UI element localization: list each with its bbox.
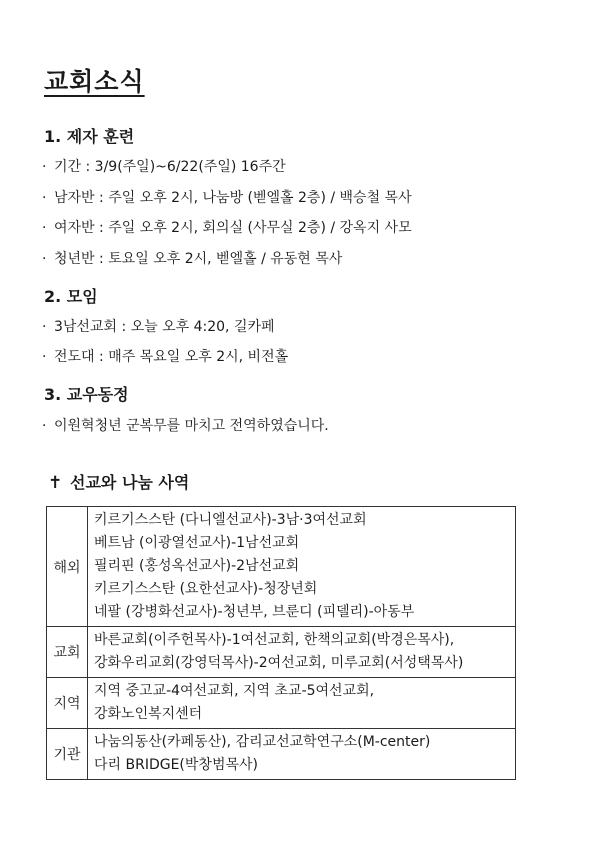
bullet-dot: · (42, 190, 47, 206)
list-item (42, 187, 412, 207)
entry-line: 필리핀 (홍성옥선교사)-2남선교회 (94, 558, 300, 574)
entry-line: 강화우리교회(강영덕목사)-2여선교회, 미루교회(서성택목사) (94, 655, 464, 671)
list-item-text: 3남선교회 : 오늘 오후 4:20, 길카페 (54, 319, 275, 335)
category-cell: 해외 (47, 507, 88, 627)
mission-table (46, 506, 516, 780)
entry-line: 키르기스스탄 (요한선교사)-청장년회 (94, 581, 318, 597)
list-item (42, 346, 288, 366)
table-row (47, 729, 516, 780)
entries-cell (88, 627, 516, 678)
bullet-dot: · (42, 159, 47, 175)
entry-line: 네팔 (강병화선교사)-청년부, 브룬디 (피델리)-아동부 (94, 604, 415, 620)
page-title: 교회소식 (44, 67, 145, 96)
mission-heading-text: 선교와 나눔 사역 (70, 473, 190, 492)
category-cell: 기관 (47, 729, 88, 780)
list-item-text: 여자반 : 주일 오후 2시, 회의실 (사무실 2층) / 강옥지 사모 (54, 220, 412, 236)
entry-line: 강화노인복지센터 (94, 706, 203, 722)
bullet-dot: · (42, 418, 47, 434)
bullet-dot: · (42, 319, 47, 335)
list-item-text: 남자반 : 주일 오후 2시, 나눔방 (벧엘홀 2층) / 백승철 목사 (54, 190, 412, 206)
bullet-dot: · (42, 220, 47, 236)
entry-line: 다리 BRIDGE(박창범목사) (94, 757, 258, 773)
list-item (42, 248, 342, 268)
category-cell: 교회 (47, 627, 88, 678)
entries-cell (88, 678, 516, 729)
list-item (42, 217, 412, 237)
list-item (42, 415, 329, 435)
section-heading-member-news: 3. 교우동정 (44, 385, 129, 404)
bullet-dot: · (42, 349, 47, 365)
list-item-text: 전도대 : 매주 목요일 오후 2시, 비전홀 (54, 349, 289, 365)
list-item-text: 기간 : 3/9(주일)~6/22(주일) 16주간 (54, 159, 286, 175)
table-row (47, 678, 516, 729)
entry-line: 키르기스스탄 (다니엘선교사)-3남·3여선교회 (94, 512, 367, 528)
entry-line: 베트남 (이광열선교사)-1남선교회 (94, 535, 300, 551)
list-item (42, 316, 275, 336)
entry-line: 지역 중고교-4여선교회, 지역 초교-5여선교회, (94, 683, 375, 699)
mission-heading (48, 470, 189, 493)
category-cell: 지역 (47, 678, 88, 729)
entries-cell (88, 507, 516, 627)
list-item-text: 청년반 : 토요일 오후 2시, 벧엘홀 / 유동현 목사 (54, 251, 343, 267)
list-item-text: 이원혁청년 군복무를 마치고 전역하였습니다. (54, 418, 329, 434)
cross-icon: ✝ (48, 473, 63, 493)
bullet-dot: · (42, 251, 47, 267)
list-item (42, 156, 286, 176)
entries-cell (88, 729, 516, 780)
entry-line: 나눔의동산(카페동산), 감리교선교학연구소(M-center) (94, 734, 431, 750)
table-row (47, 627, 516, 678)
table-row (47, 507, 516, 627)
entry-line: 바른교회(이주헌목사)-1여선교회, 한책의교회(박경은목사), (94, 632, 455, 648)
section-heading-meetings: 2. 모임 (44, 287, 98, 306)
section-heading-training: 1. 제자 훈련 (44, 127, 135, 146)
